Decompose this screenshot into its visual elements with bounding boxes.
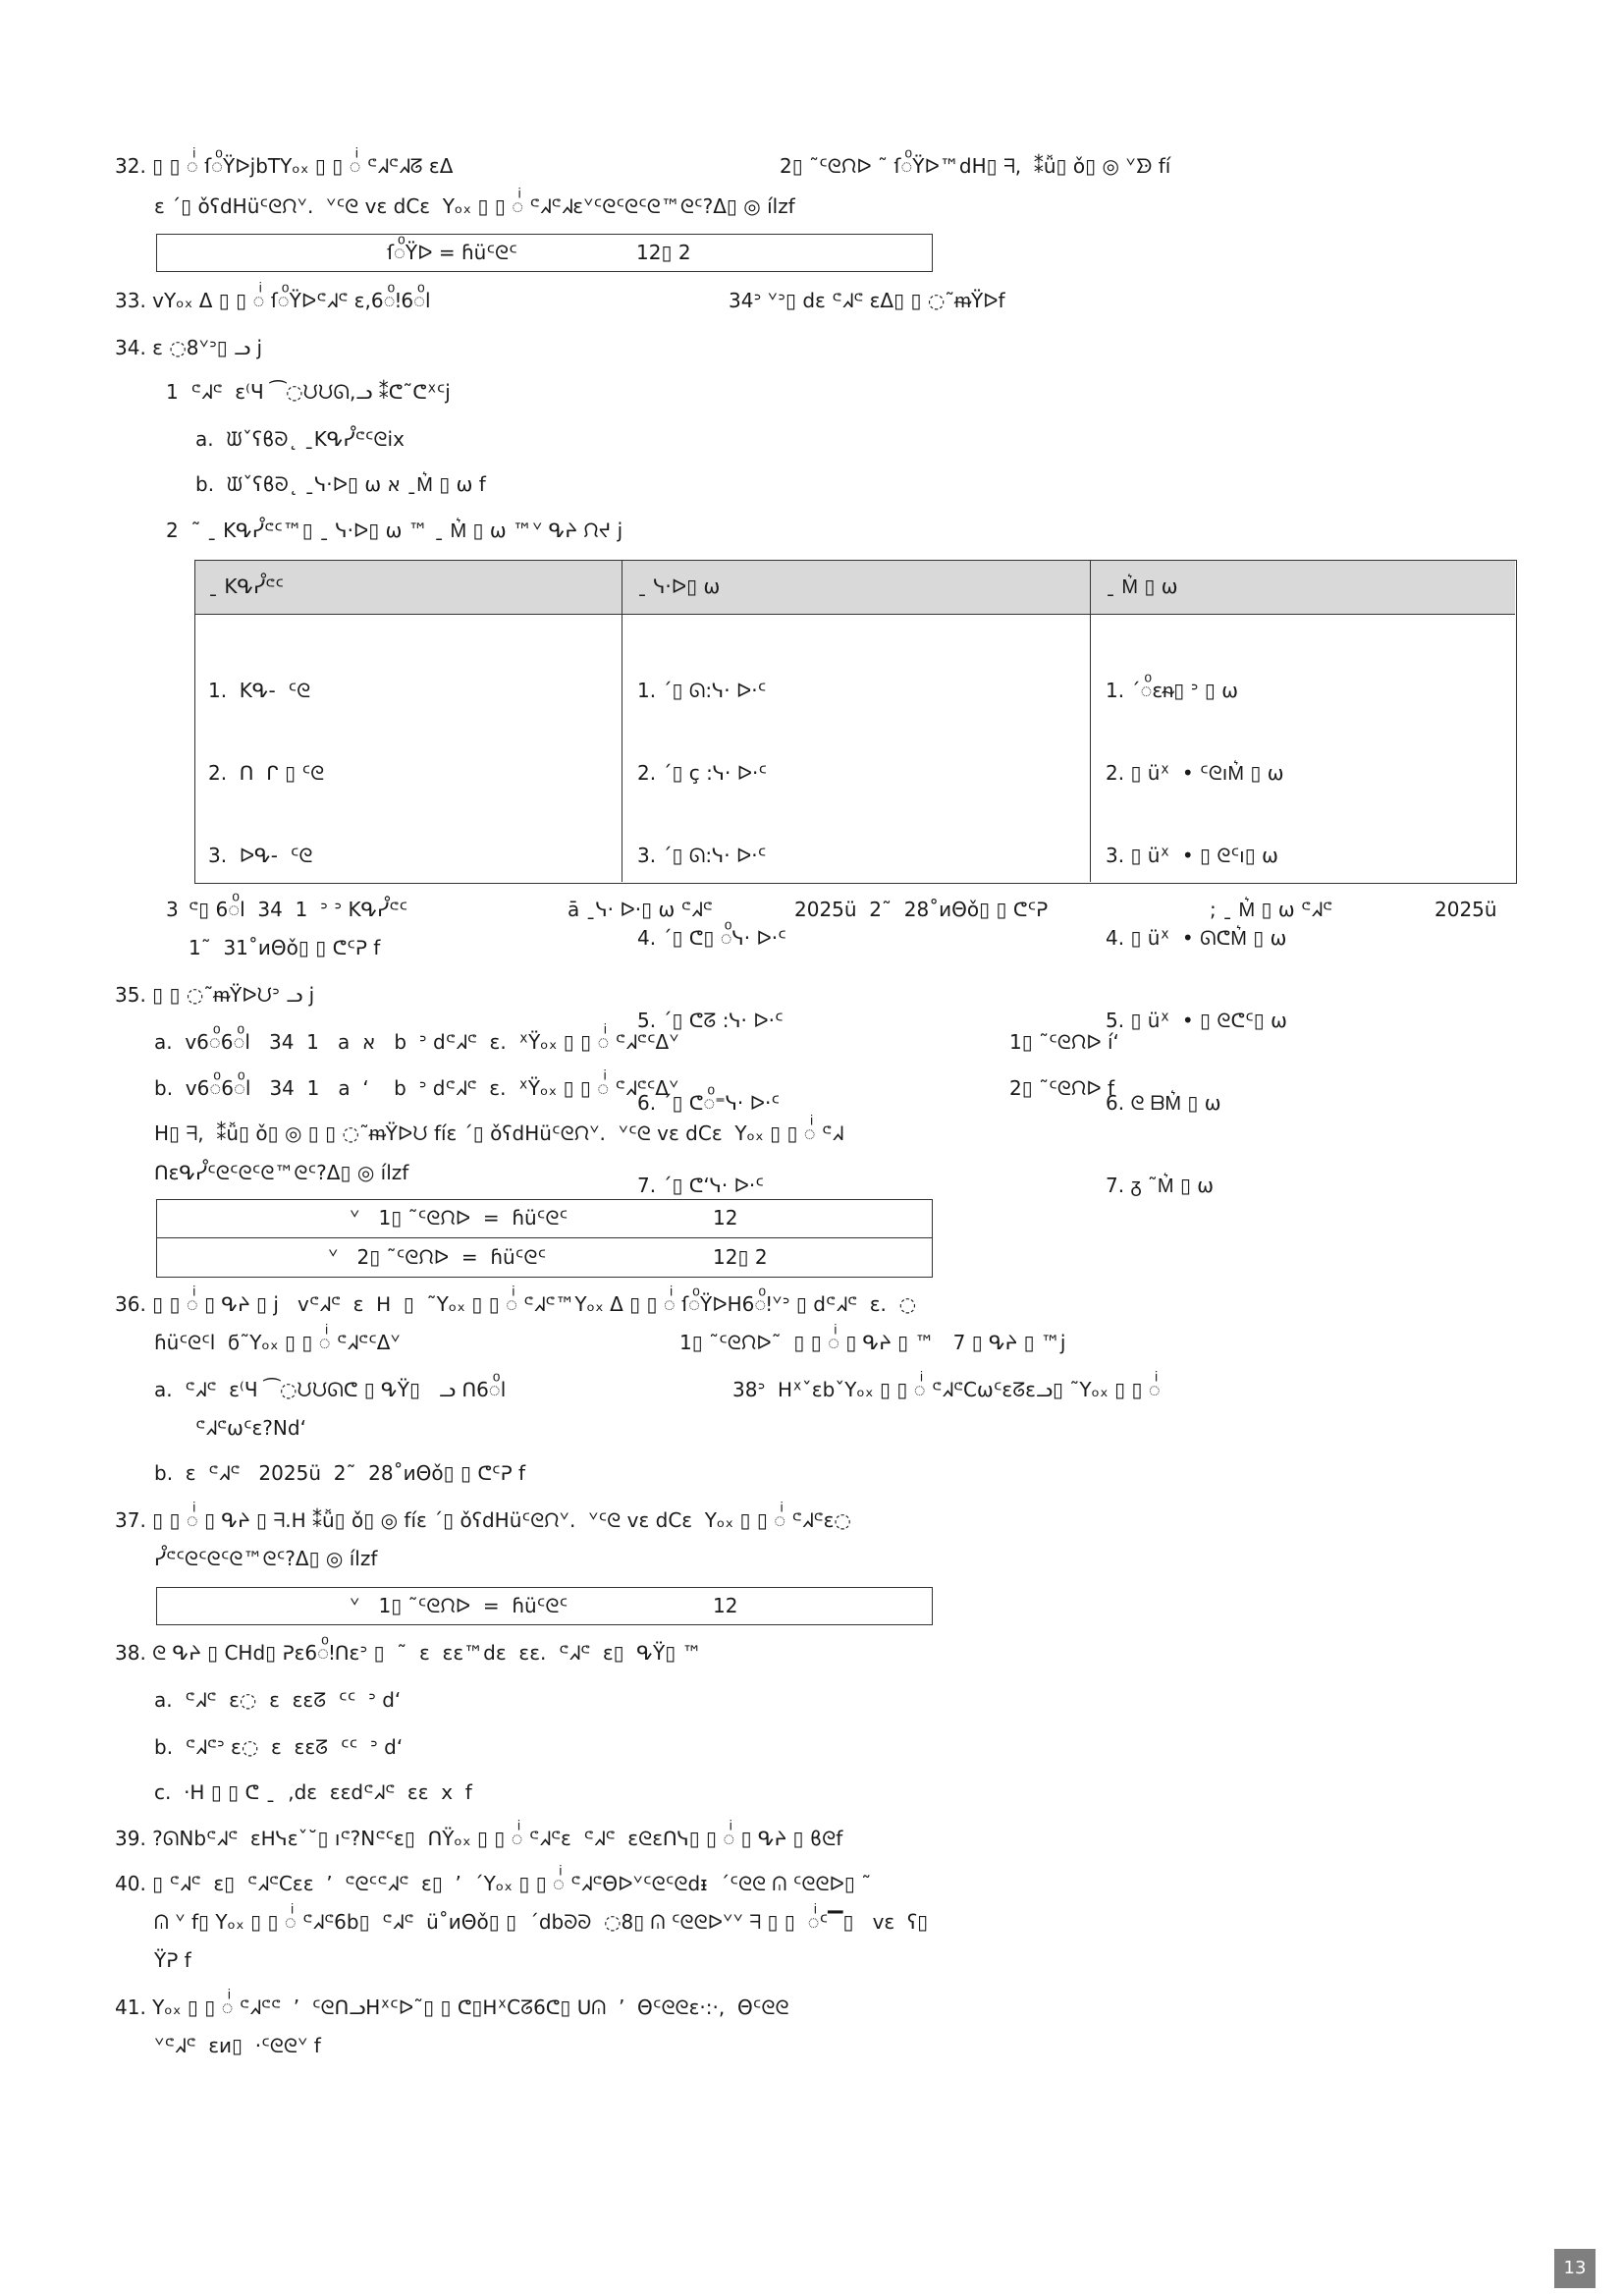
q36-line2-left: ɦüᑦᘓᑦl ϭ˜Yₒₓ ▯ ▯ ◌ͥ ᕪᖽᕪᑦΔᘁ xyxy=(154,1331,401,1354)
table-col1-item: 3. ᐅᕴ- ᑦᘓ xyxy=(208,844,313,867)
q36-line1: 36. ▯ ▯ ◌ͥ ▯ ᕴᔨ ▯ j vᕪᖽᕪ ɛ ᕼ ▯ ˜Yₒₓ ▯ ▯ ◌ͥ ᕪᖽᕪ™Yₒₓ Δ ▯ ▯ ◌ͥ ſ◌ͦŸᐅH6◌ͦǃᘁᐣ ▯ dᕪᖽᕪ ɛ. ◌ xyxy=(115,1292,917,1316)
table-col2-item: 6. ˊ▯ ᕦ◌ͦ⁼ᓭ· ᐅ·ᑦ xyxy=(637,1091,781,1115)
q38-option-b: b. ᕪᖽᕪᐣ ɛ◌ ɛ ɛɛᘔ ᑦᑦ ᐣ d‘ xyxy=(154,1735,404,1759)
table-col2-item: 5. ˊ▯ ᕦᘔ :ᓭ· ᐅ·ᑦ xyxy=(637,1009,784,1032)
q34-sub3-seg5: 2025ü xyxy=(1434,898,1497,921)
q34-sub3-seg3: 2025ü 2˜ 28˚ᴎΘǒ▯ ▯ ᕦᑦᕈ xyxy=(794,898,1049,921)
q34-option-b: b. ᙡˇʕϐᘐ˛ ˍᓭ·ᐅ▯ ω א ˍM͛ ▯ ω f xyxy=(195,472,486,496)
table-col2-item: 7. ˊ▯ ᕦ‘ᓭ· ᐅ·ᑦ xyxy=(637,1174,764,1197)
q32-line1-left: 32. ▯ ▯ ◌ͥ ſ◌ͦŸᐅjbTYₒₓ ▯ ▯ ◌ͥ ᕪᖽᕪᖽᘔ ɛΔ xyxy=(115,154,454,178)
q32-line1-right: 2▯ ˜ᑦᘓᙁᐅ ˜ ſ◌ͦŸᐅ™dH▯ ᖷ, ⁑ǚ▯ ǒ▯ ◎ ᘁᗦ fí xyxy=(780,154,1171,178)
q35-title: 35. ▯ ▯ ◌˜ᵯŸᐅᙀᐣ ᓗ j xyxy=(115,983,315,1007)
table-header-col3: ˍ M͛ ▯ ω xyxy=(1090,561,1515,615)
q34-sub3-seg2: ā ˍᓭ· ᐅ·▯ ω ᕪᖽᕪ xyxy=(568,898,713,921)
q37-line1: 37. ▯ ▯ ◌ͥ ▯ ᕴᔨ ▯ ᖷ.ᕼ ⁑ǚ▯ ǒ▯ ◎ fíɛ ˊ▯ ǒʕdHüᑦᘓᙁᘁ. ᘁᑦᘓ vɛ dCɛ Yₒₓ ▯ ▯ ◌ͥ ᕪᖽᕪɛ◌ xyxy=(115,1508,851,1532)
q36-option-b: b. ɛ ᕪᖽᕪ 2025ü 2˜ 28˚ᴎΘǒ▯ ▯ ᕦᑦᕈ f xyxy=(154,1461,526,1485)
table-col1-item: 1. Kᕴ- ᑦᘓ xyxy=(208,679,311,702)
q35-option-a: a. v6◌ͦ6◌ͦl 34 1 a א b ᐣ dᕪᖽᕪ ɛ. ᕁŸₒₓ ▯ ▯ ◌ͥ ᕪᖽᕪᑦΔᘁ xyxy=(154,1030,679,1054)
q33-right: 34ᐣ ᘁᐣ▯ dɛ ᕪᖽᕪ ɛΔ▯ ▯ ◌˜ᵯŸᐅf xyxy=(729,289,1005,312)
q35-formula-row-2-value: 12▯ 2 xyxy=(713,1245,768,1269)
q34-sub3-seg4: ; ˍ M͛ ▯ ω ᕪᖽᕪ xyxy=(1210,898,1333,921)
q32-formula-box xyxy=(156,234,933,272)
q40-line1: 40. ▯ ᕪᖽᕪ ɛ▯ ᕪᖽᕪCɛɛ ’ ᕪᘓᑦᕪᖽᕪ ɛ▯ ’ ˊYₒₓ ▯ ▯ ◌ͥ ᕪᖽᕪΘᐅᘁᑦᘓᑦᘓdᵻ ˊᑦᘓᘓ ᕬ ᑦᘓᘓᐅ▯ ˜ xyxy=(115,1872,872,1895)
q35-line4: ᑎɛᕴᓮᑦᘓᑦᘓᑦᘓ™ᘓᑦ?Δ▯ ◎ ílzf xyxy=(154,1161,409,1184)
q36-option-a: a. ᕪᖽᕪ ɛ⁽Ч ⁀◌ᙀᙀᘏᕦ ▯ ᕴŸ▯ ᓗ ᑎ6◌ͦl xyxy=(154,1378,507,1401)
q32-line2: ɛ ˊ▯ ǒʕdHüᑦᘓᙁᘁ. ᘁᑦᘓ vɛ dCɛ Yₒₓ ▯ ▯ ◌ͥ ᕪᖽᕪᖽɛᘁᑦᘓᑦᘓᑦᘓ™ᘓᑦ?Δ▯ ◎ ílzf xyxy=(154,194,795,218)
q35-formula-row-1-value: 12 xyxy=(713,1206,738,1230)
q35-option-a-value: 1▯ ˜ᑦᘓᙁᐅ í‘ xyxy=(1009,1030,1119,1054)
table-col3-item: 6. ᘓ ᗷM͛ ▯ ω xyxy=(1106,1091,1221,1115)
q34-sub3-line2: 1˜ 31˚ᴎΘǒ▯ ▯ ᕦᑦᕈ f xyxy=(189,936,381,959)
q38-option-a: a. ᕪᖽᕪ ɛ◌ ɛ ɛɛᘔ ᑦᑦ ᐣ d‘ xyxy=(154,1688,402,1712)
q34-sub3-seg1: ᕪ▯ 6◌ͦl 34 1 ᐣ ᐣ Kᕴᓮᕪᑦ xyxy=(189,898,408,921)
q36-option-a-right: 38ᐣ ᕼᕁˇɛbˇYₒₓ ▯ ▯ ◌ͥ ᕪᖽᕪCωᑦɛᘔɛᓗ▯ ˜Yₒₓ ▯ ▯ ◌ͥ xyxy=(732,1378,1161,1401)
table-col3-item: 4. ▯ üᕁ • ᘏᕦM͛ ▯ ω xyxy=(1106,926,1287,950)
q33-left: 33. vYₒₓ Δ ▯ ▯ ◌ͥ ſ◌ͦŸᐅᕪᖽᕪ ɛ,6◌ͦǃ6◌ͦl xyxy=(115,289,431,312)
q36-option-a-line2: ᕪᖽᕪωᑦɛ?Nd‘ xyxy=(195,1416,306,1440)
q40-line3: Ÿᕈ f xyxy=(154,1948,191,1972)
q35-line3: H▯ ᖷ, ⁑ǚ▯ ǒ▯ ◎ ▯ ▯ ◌˜ᵯŸᐅᙀ fíɛ ˊ▯ ǒʕdHüᑦᘓᙁᘁ. ᘁᑦᘓ vɛ dCɛ Yₒₓ ▯ ▯ ◌ͥ ᕪᖽ xyxy=(154,1121,843,1145)
q34-sub3-number: 3 xyxy=(166,898,179,921)
q34-sub2: 2 ˜ ˍ Kᕴᓮᕪᑦ™▯ ˍ ᓭ·ᐅ▯ ω ™ ˍ M͛ ▯ ω ™ᘁ ᕴᔨ ᙁᔪ j xyxy=(166,519,623,542)
q40-line2: ᕬ ᘁ f▯ Yₒₓ ▯ ▯ ◌ͥ ᕪᖽᕪ6b▯ ᕪᖽᕪ ü˚ᴎΘǒ▯ ▯ ˊdbᘐᘐ ◌8▯ ᕬ ᑦᘓᘓᐅᘁᘁ ᖷ ▯ ▯ ◌ͥᑦ▔▯ vɛ ʕ▯ xyxy=(154,1910,929,1934)
q35-option-b: b. v6◌ͦ6◌ͦl 34 1 a ‘ b ᐣ dᕪᖽᕪ ɛ. ᕁŸₒₓ ▯ ▯ ◌ͥ ᕪᖽᕪᑦΔᘁ xyxy=(154,1076,679,1100)
q39-title: 39. ?ᘏNbᕪᖽᕪ ɛᕼᓭɛˇ˘▯ ıᕪ?Nᕪᑦɛ▯ ᑎŸₒₓ ▯ ▯ ◌ͥ ᕪᖽᕪɛ ᕪᖽᕪ ɛᘓɛᑎᓭ▯ ▯ ◌ͥ ▯ ᕴᔨ ▯ ϐᘓf xyxy=(115,1827,843,1850)
page-number: 13 xyxy=(1554,2249,1596,2288)
q38-title: 38. ᘓ ᕴᔨ ▯ CHd▯ ᕈɛ6◌ͦǃᑎɛᐣ ▯ ˜ ɛ ɛɛ™dɛ ɛɛ. ᕪᖽᕪ ɛ▯ ᕴŸ▯ ™ xyxy=(115,1641,702,1665)
q38-option-c: c. ·ᕼ ▯ ▯ ᕦ ˍ ,dɛ ɛɛdᕪᖽᕪ ɛɛ x f xyxy=(154,1780,472,1804)
q35-formula-row-1 xyxy=(157,1200,932,1238)
table-col2-item: 3. ˊ▯ ᘏ:ᓭ· ᐅ·ᑦ xyxy=(637,844,767,867)
q34-option-a: a. ᙡˇʕϐᘐ˛ ˍKᕴᓮᕪᑦᘓix xyxy=(195,427,405,451)
table-col2-item: 4. ˊ▯ ᕦ▯ ◌ͦᓭ· ᐅ·ᑦ xyxy=(637,926,786,950)
q35-formula-row-1-text: ᘁ 1▯ ˜ᑦᘓᙁᐅ = ɦüᑦᘓᑦ xyxy=(350,1206,568,1230)
q35-formula-divider xyxy=(157,1237,932,1238)
q41-line2: ᘁᕪᖽᕪ ɛᴎ▯ ·ᑦᘓᘓᘁ f xyxy=(154,2034,321,2057)
q32-formula-text: ſ◌ͦŸᐅ = ɦüᑦᘓᑦ xyxy=(387,241,517,264)
q37-line2: ᓮᕪᑦᘓᑦᘓᑦᘓ™ᘓᑦ?Δ▯ ◎ ílzf xyxy=(154,1547,378,1570)
table-col2-item: 1. ˊ▯ ᘏ:ᓭ· ᐅ·ᑦ xyxy=(637,679,767,702)
q34-title: 34. ɛ ◌8ᘁᐣ▯ ᓗ j xyxy=(115,336,263,359)
table-col3-item: 2. ▯ üᕁ • ᑦᘓıM͛ ▯ ω xyxy=(1106,761,1284,785)
q32-formula-value: 12▯ 2 xyxy=(636,241,691,264)
table-col2-item: 2. ˊ▯ ç :ᓭ· ᐅ·ᑦ xyxy=(637,761,768,785)
q35-formula-row-2 xyxy=(157,1239,932,1278)
table-col3-item: 1. ˊ◌ͦɛᵰ▯ ᐣ ▯ ω xyxy=(1106,679,1238,702)
q37-formula-value: 12 xyxy=(713,1594,738,1617)
q35-formula-row-2-text: ᘁ 2▯ ˜ᑦᘓᙁᐅ = ɦüᑦᘓᑦ xyxy=(328,1245,547,1269)
table-col3-item: 3. ▯ üᕁ • ▯ ᘓᑦı▯ ω xyxy=(1106,844,1278,867)
q36-line2-right: 1▯ ˜ᑦᘓᙁᐅ˜ ▯ ▯ ◌ͥ ▯ ᕴᔨ ▯ ™ 7 ▯ ᕴᔨ ▯ ™j xyxy=(679,1331,1066,1354)
q37-formula-box xyxy=(156,1587,933,1625)
table-col3-item: 7. ᵹ ˜M͛ ▯ ω xyxy=(1106,1174,1215,1197)
table-col1 xyxy=(195,615,622,882)
q34-sub1: 1 ᕪᖽᕪ ɛ⁽Ч ⁀◌ᙀᙀᘏ,ᓗ ⁑ᕦ˜ᕦᕁᑦj xyxy=(166,380,451,404)
table-col3-item: 5. ▯ üᕁ • ▯ ᘓᕦᑦ▯ ω xyxy=(1106,1009,1287,1032)
table-header-col2: ˍ ᓭ·ᐅ▯ ω xyxy=(622,561,1090,615)
q35-formula-box xyxy=(156,1199,933,1278)
q37-formula-text: ᘁ 1▯ ˜ᑦᘓᙁᐅ = ɦüᑦᘓᑦ xyxy=(350,1594,568,1617)
table-header-col1: ˍ Kᕴᓮᕪᑦ xyxy=(195,561,622,615)
q35-option-b-value: 2▯ ˜ᑦᘓᙁᐅ f xyxy=(1009,1076,1115,1100)
table-col1-item: 2. ᑎ ᒋ ▯ ᑦᘓ xyxy=(208,761,325,785)
q41-line1: 41. Yₒₓ ▯ ▯ ◌ͥ ᕪᖽᕪᕪ ’ ᑦᘓᑎᓗHᕁᑦᐅ˜▯ ▯ ᕦ▯ᕼᕁCᘔ6ᕦ▯ ᑌᕬ ’ Θᑦᘓᘓɛ·:·, Θᑦᘓᘓ xyxy=(115,1995,789,2019)
